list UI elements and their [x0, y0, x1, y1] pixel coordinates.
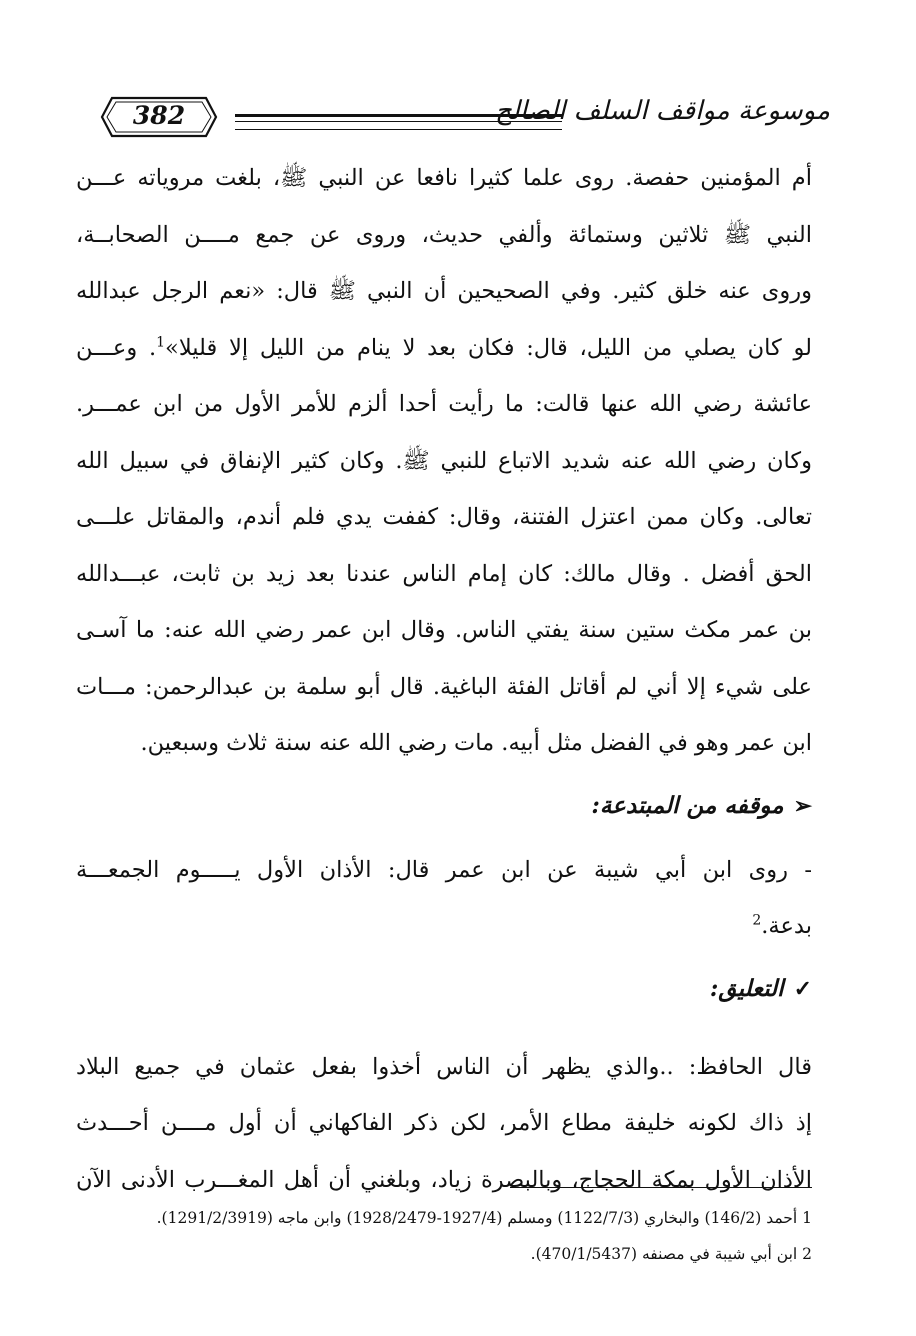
comment-line: الأذان الأول بمكة الحجاج، وبالبصرة زياد، وبلغني أن أهل المغـــرب الأدنى الآن [76, 1166, 812, 1193]
section-heading-innovators [76, 778, 812, 834]
text-line-tail: . وعـــن [76, 334, 157, 361]
narration-line: - روى ابن أبي شيبة عن ابن عمر قال: الأذان الأول يـــــوم الجمعـــة [76, 856, 812, 883]
book-title: موسوعة مواقف السلف الصالح [495, 96, 830, 126]
footnote-ref: 2 [752, 912, 762, 929]
footnotes [76, 1204, 812, 1276]
text-line: تعالى. وكان ممن اعتزل الفتنة، وقال: كففت يدي فلم أندم، والمقاتل علـــى [76, 504, 812, 530]
page-number: 382 [132, 101, 186, 130]
text-line: أم المؤمنين حفصة. روى علما كثيرا نافعا عن النبي ﷺ، بلغت مروياته عـــن [76, 165, 812, 191]
section-heading-text: موقفه من المبتدعة: [591, 791, 784, 819]
page-header [60, 90, 830, 150]
arrow-marker-icon: ➢ [793, 792, 812, 819]
header-rule [235, 114, 562, 130]
narration-tail: بدعة. [761, 913, 812, 939]
main-text [76, 150, 812, 1208]
text-line-part: لو كان يصلي من الليل، قال: فكان بعد لا ينام من الليل إلا قليلا» [165, 334, 812, 361]
footnote-2: 2 ابن أبي شيبة في مصنفه (470/1/5437). [530, 1245, 812, 1263]
text-line: على شيء إلا أني لم أقاتل الفئة الباغية. قال أبو سلمة بن عبدالرحمن: مـــات [76, 673, 812, 700]
narration-block [76, 842, 812, 955]
section-heading-commentary [76, 961, 812, 1017]
narration-line-with-footnote [76, 898, 812, 955]
section-heading-text: التعليق: [709, 974, 784, 1002]
text-line-with-footnote [76, 320, 812, 377]
comment-line: قال الحافظ: ..والذي يظهر أن الناس أخذوا بفعل عثمان في جميع البلاد [76, 1053, 812, 1080]
footnote-ref: 1 [156, 334, 166, 350]
spacer [76, 1017, 812, 1039]
text-line: النبي ﷺ ثلاثين وستمائة وألفي حديث، وروى عن جمع مــــن الصحابــة، [76, 221, 812, 248]
footnote-divider [510, 1187, 812, 1188]
text-line: وكان رضي الله عنه شديد الاتباع للنبي ﷺ. وكان كثير الإنفاق في سبيل الله [76, 447, 812, 474]
comment-line: إذ ذاك لكونه خليفة مطاع الأمر، لكن ذكر الفاكهاني أن أول مــــن أحـــدث [76, 1110, 812, 1136]
text-line: ابن عمر وهو في الفضل مثل أبيه. مات رضي الله عنه سنة ثلاث وسبعين. [140, 730, 812, 756]
text-line: الحق أفضل . وقال مالك: كان إمام الناس عندنا بعد زيد بن ثابت، عبـــدالله [76, 560, 812, 587]
page-number-badge [98, 94, 220, 140]
footnote-1: 1 أحمد (146/2) والبخاري (1122/7/3) ومسلم (1927/4-1928/2479) وابن ماجه (1291/2/3919). [156, 1209, 812, 1227]
check-marker-icon: ✓ [793, 975, 812, 1002]
text-line: وروى عنه خلق كثير. وفي الصحيحين أن النبي ﷺ قال: «نعم الرجل عبدالله [76, 278, 812, 304]
text-line: عائشة رضي الله عنها قالت: ما رأيت أحدا ألزم للأمر الأول من ابن عمـــر. [76, 391, 812, 417]
text-line: بن عمر مكث ستين سنة يفتي الناس. وقال ابن عمر رضي الله عنه: ما آسـى [76, 617, 812, 643]
